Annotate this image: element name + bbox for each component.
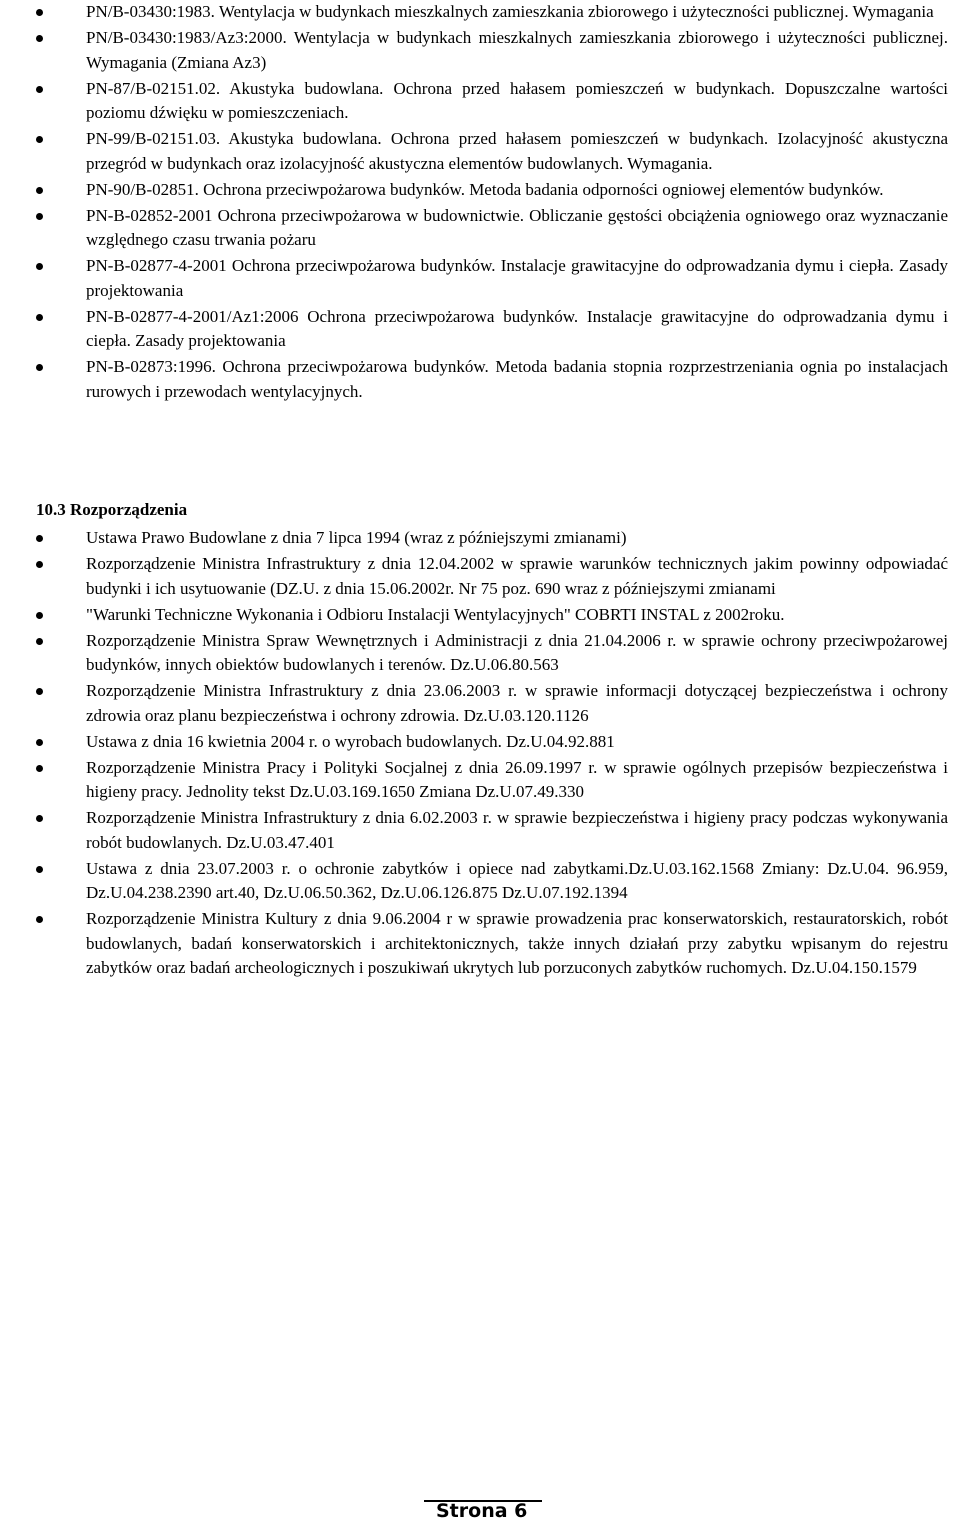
section-heading: 10.3 Rozporządzenia [36, 500, 188, 519]
regulation-item: Ustawa Prawo Budowlane z dnia 7 lipca 1994 (wraz z późniejszymi zmianami) [0, 526, 960, 551]
regulation-item: Rozporządzenie Ministra Infrastruktury z dnia 12.04.2002 w sprawie warunków technicznych jakim powinny odpowiadać budynki i ich usytuowanie (DZ.U. z dnia 15.06.2002r. Nr 75 poz. 690 wraz z późniejszymi zmianami [0, 552, 960, 601]
standard-item: PN/B-03430:1983. Wentylacja w budynkach mieszkalnych zamieszkania zbiorowego i użyteczności publicznej. Wymagania [0, 0, 960, 25]
regulation-item: Ustawa z dnia 23.07.2003 r. o ochronie zabytków i opiece nad zabytkami.Dz.U.03.162.1568 Zmiany: Dz.U.04. 96.959, Dz.U.04.238.2390 art.40, Dz.U.06.50.362, Dz.U.06.126.875 Dz.U.07.192.1394 [0, 857, 960, 906]
standards-list [0, 0, 960, 406]
regulation-item: Rozporządzenie Ministra Spraw Wewnętrznych i Administracji z dnia 21.04.2006 r. w sprawie ochrony przeciwpożarowej budynków, innych obiektów budowlanych i terenów. Dz.U.06.80.563 [0, 629, 960, 678]
regulation-item: Rozporządzenie Ministra Pracy i Polityki Socjalnej z dnia 26.09.1997 r. w sprawie ogólnych przepisów bezpieczeństwa i higieny pracy. Jednolity tekst Dz.U.03.169.1650 Zmiana Dz.U.07.49.330 [0, 756, 960, 805]
page-number: Strona 6 [436, 1500, 528, 1522]
standard-item: PN-B-02873:1996. Ochrona przeciwpożarowa budynków. Metoda badania stopnia rozprzestrzeniania ognia po instalacjach rurowych i przewodach wentylacyjnych. [0, 355, 960, 404]
regulation-item: Ustawa z dnia 16 kwietnia 2004 r. o wyrobach budowlanych. Dz.U.04.92.881 [0, 730, 960, 755]
regulation-item: "Warunki Techniczne Wykonania i Odbioru Instalacji Wentylacyjnych" COBRTI INSTAL z 2002roku. [0, 603, 960, 628]
standard-item: PN-90/B-02851. Ochrona przeciwpożarowa budynków. Metoda badania odporności ogniowej elementów budynków. [0, 178, 960, 203]
standard-item: PN/B-03430:1983/Az3:2000. Wentylacja w budynkach mieszkalnych zamieszkania zbiorowego i użyteczności publicznej. Wymagania (Zmiana Az3) [0, 26, 960, 75]
regulation-item: Rozporządzenie Ministra Infrastruktury z dnia 6.02.2003 r. w sprawie bezpieczeństwa i higieny pracy podczas wykonywania robót budowlanych. Dz.U.03.47.401 [0, 806, 960, 855]
regulation-item: Rozporządzenie Ministra Infrastruktury z dnia 23.06.2003 r. w sprawie informacji dotyczącej bezpieczeństwa i ochrony zdrowia oraz planu bezpieczeństwa i ochrony zdrowia. Dz.U.03.120.1126 [0, 679, 960, 728]
standard-item: PN-99/B-02151.03. Akustyka budowlana. Ochrona przed hałasem pomieszczeń w budynkach. Izolacyjność akustyczna przegród w budynkach oraz izolacyjność akustyczna elementów budowlanych. Wymagania. [0, 127, 960, 176]
regulation-item: Rozporządzenie Ministra Kultury z dnia 9.06.2004 r w sprawie prowadzenia prac konserwatorskich, restauratorskich, robót budowlanych, badań konserwatorskich i architektonicznych, także innych działań przy zabytku wpisanym do rejestru zabytków oraz badań archeologicznych i poszukiwań ukrytych lub porzuconych zabytków ruchomych. Dz.U.04.150.1579 [0, 907, 960, 981]
standard-item: PN-B-02877-4-2001 Ochrona przeciwpożarowa budynków. Instalacje grawitacyjne do odprowadzania dymu i ciepła. Zasady projektowania [0, 254, 960, 303]
standard-item: PN-B-02877-4-2001/Az1:2006 Ochrona przeciwpożarowa budynków. Instalacje grawitacyjne do odprowadzania dymu i ciepła. Zasady projektowania [0, 305, 960, 354]
standard-item: PN-B-02852-2001 Ochrona przeciwpożarowa w budownictwie. Obliczanie gęstości obciążenia ogniowego oraz wyznaczanie względnego czasu trwania pożaru [0, 204, 960, 253]
standard-item: PN-87/B-02151.02. Akustyka budowlana. Ochrona przed hałasem pomieszczeń w budynkach. Dopuszczalne wartości poziomu dźwięku w pomieszczeniach. [0, 77, 960, 126]
regulations-list [0, 526, 960, 982]
